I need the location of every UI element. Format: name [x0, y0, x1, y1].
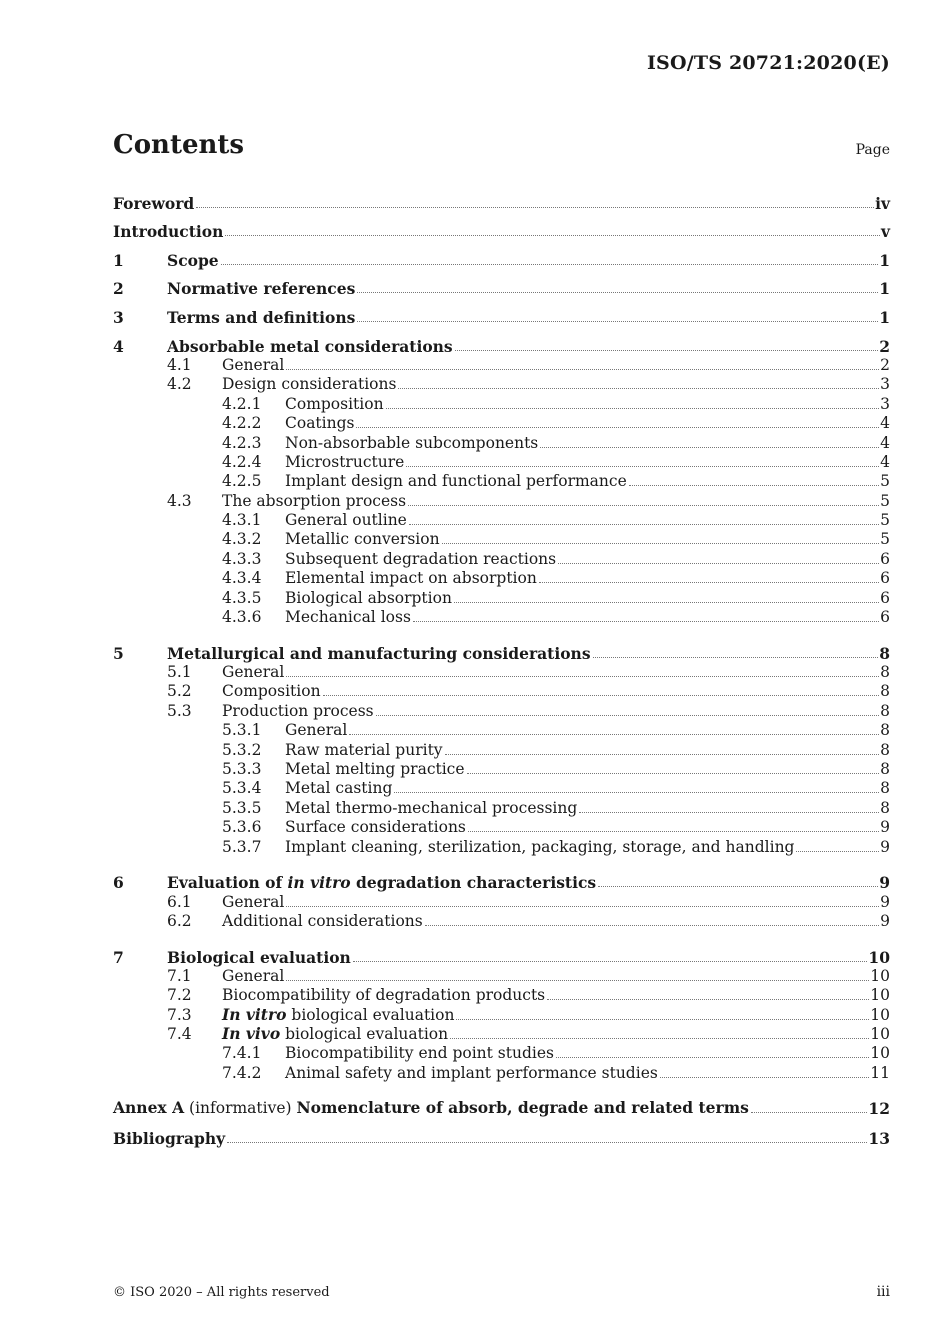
toc-entry-title-part: Nomenclature of absorb, degrade and related terms: [296, 1098, 749, 1118]
toc-entry-title-part: Non-absorbable subcomponents: [285, 433, 539, 452]
dot-leader: [286, 675, 879, 677]
dot-leader: [323, 694, 880, 696]
toc-entry-title: [222, 375, 398, 394]
toc-entry-title-part: Bibliography: [113, 1129, 226, 1149]
dot-leader: [442, 542, 880, 544]
toc-entry[interactable]: [113, 569, 890, 588]
toc-entry-page: 12: [868, 1099, 890, 1119]
toc-entry-title: [222, 912, 425, 931]
toc-entry-title: [113, 1098, 751, 1118]
toc-entry-number: 7.1: [167, 966, 192, 985]
toc-entry-title-part: Foreword: [113, 193, 195, 213]
toc-entry-title-part: Introduction: [113, 222, 224, 242]
toc-entry-page: 8: [880, 663, 890, 682]
toc-entry-page: 8: [880, 721, 890, 740]
toc-entry-title: [113, 194, 196, 213]
toc-entry-title-part: Metal melting practice: [285, 759, 465, 778]
toc-entry-title-part: Annex A: [113, 1098, 185, 1118]
toc-entry-number: 6.1: [167, 892, 192, 911]
toc-entry-page: 9: [880, 892, 890, 911]
toc-entry-title-part: In vitro: [222, 1004, 287, 1024]
toc-entry-page: 6: [880, 588, 890, 607]
toc-entry-page: 5: [880, 530, 890, 549]
toc-entry-number: 4.3: [167, 491, 192, 510]
toc-entry-title-part: General: [222, 966, 285, 985]
toc-entry[interactable]: [113, 1119, 890, 1148]
toc-entry-page: 9: [880, 911, 890, 930]
dot-leader: [394, 791, 879, 793]
toc-entry-page: 10: [870, 966, 890, 985]
toc-entry-title-part: Evaluation of: [167, 873, 288, 893]
toc-entry-number: 5: [113, 643, 124, 663]
toc-entry-number: 1: [113, 250, 124, 270]
toc-entry[interactable]: [113, 433, 890, 452]
toc-entry-title-part: biological evaluation: [286, 1005, 455, 1024]
toc-entry-page: 9: [880, 818, 890, 837]
toc-entry-number: 4.2.4: [222, 452, 262, 471]
toc-entry-title-part: Coatings: [285, 414, 355, 433]
dot-leader: [353, 960, 868, 962]
toc-entry-title-part: Additional considerations: [222, 911, 423, 930]
dot-leader: [196, 206, 874, 208]
dot-leader: [540, 446, 879, 448]
toc-entry-title: [167, 873, 598, 892]
toc-entry-number: 4.3.4: [222, 569, 262, 588]
toc-entry-page: 8: [880, 759, 890, 778]
toc-entry-number: 6: [113, 873, 124, 893]
toc-entry[interactable]: [113, 453, 890, 472]
dot-leader: [556, 1056, 869, 1058]
toc-entry-page: 10: [870, 986, 890, 1005]
dot-leader: [406, 465, 879, 467]
toc-entry-title: [167, 308, 357, 327]
toc-entry[interactable]: [113, 837, 890, 856]
toc-entry[interactable]: [113, 327, 890, 356]
toc-entry-number: 4.1: [167, 355, 192, 374]
toc-entry-title: [285, 1064, 660, 1083]
table-of-contents: [113, 184, 890, 1148]
dot-leader: [450, 1037, 869, 1039]
toc-entry-page: 11: [870, 1063, 890, 1082]
toc-entry-number: 7.4.2: [222, 1063, 262, 1082]
toc-entry-title-part: Biological absorption: [285, 588, 452, 607]
toc-entry-page: 4: [880, 414, 890, 433]
toc-entry[interactable]: [113, 1063, 890, 1082]
dot-leader: [386, 407, 880, 409]
toc-entry-title-part: Implant cleaning, sterilization, packaging, storage, and handling: [285, 837, 795, 856]
dot-leader: [456, 1018, 869, 1020]
toc-entry[interactable]: [113, 414, 890, 433]
toc-entry-title: [285, 608, 413, 627]
dot-leader: [454, 601, 879, 603]
toc-entry-title-part: biological evaluation: [280, 1025, 449, 1044]
toc-entry[interactable]: [113, 213, 890, 242]
toc-entry-title: [222, 1024, 450, 1044]
toc-entry[interactable]: [113, 608, 890, 627]
dot-leader: [660, 1076, 869, 1078]
toc-entry[interactable]: [113, 511, 890, 530]
toc-entry-title-part: Normative references: [167, 279, 356, 299]
toc-entry[interactable]: [113, 967, 890, 986]
dot-leader: [409, 523, 879, 525]
toc-entry-number: 4.3.3: [222, 549, 262, 568]
toc-entry-page: 4: [880, 433, 890, 452]
toc-entry-title: [167, 644, 593, 663]
toc-entry-page: iv: [875, 193, 890, 213]
dot-leader: [468, 830, 879, 832]
toc-entry-number: 5.1: [167, 663, 192, 682]
dot-leader: [579, 811, 879, 813]
contents-heading: Contents: [113, 130, 245, 160]
toc-entry-number: 4.3.5: [222, 588, 262, 607]
toc-entry-page: 6: [880, 608, 890, 627]
dot-leader: [598, 885, 878, 887]
toc-entry[interactable]: [113, 1005, 890, 1024]
toc-entry-number: 7.4.1: [222, 1044, 262, 1063]
toc-entry[interactable]: [113, 184, 890, 213]
toc-entry-page: 9: [880, 837, 890, 856]
toc-entry-title: [285, 741, 445, 760]
toc-entry-number: 4.2.2: [222, 414, 262, 433]
toc-entry-title-part: Microstructure: [285, 452, 405, 471]
toc-entry-page: 10: [870, 1044, 890, 1063]
toc-entry-title-part: Composition: [222, 682, 321, 701]
dot-leader: [225, 234, 880, 236]
toc-entry-title-part: in vitro: [287, 873, 351, 893]
toc-entry-number: 7.4: [167, 1025, 192, 1044]
toc-entry-page: v: [880, 222, 890, 242]
toc-entry[interactable]: [113, 721, 890, 740]
toc-entry-title-part: Production process: [222, 701, 374, 720]
dot-leader: [286, 905, 879, 907]
toc-entry-title-part: Design considerations: [222, 375, 397, 394]
toc-entry-page: 8: [880, 740, 890, 759]
dot-leader: [376, 714, 880, 716]
toc-entry-page: 8: [880, 701, 890, 720]
toc-entry-title: [285, 721, 349, 740]
toc-entry-title: [222, 1005, 456, 1025]
toc-entry-title: [113, 222, 225, 241]
toc-entry-number: 7: [113, 947, 124, 967]
toc-entry-page: 8: [879, 643, 890, 663]
toc-entry-title: [285, 569, 539, 588]
toc-entry-number: 5.3.7: [222, 837, 262, 856]
toc-entry[interactable]: [113, 375, 890, 394]
toc-entry[interactable]: [113, 701, 890, 720]
toc-entry-title: [285, 511, 409, 530]
dot-leader: [356, 426, 879, 428]
toc-entry-title-part: Elemental impact on absorption: [285, 569, 537, 588]
page-number: iii: [876, 1284, 890, 1300]
toc-entry-number: 5.3.5: [222, 798, 262, 817]
toc-entry-page: 1: [879, 250, 890, 270]
toc-entry[interactable]: [113, 818, 890, 837]
toc-entry[interactable]: [113, 1044, 890, 1063]
toc-entry-title: [113, 1129, 227, 1148]
toc-entry-number: 5.3.6: [222, 818, 262, 837]
toc-entry-title-part: In vivo: [222, 1024, 281, 1044]
toc-entry-number: 4.2: [167, 375, 192, 394]
toc-entry-title-part: Metallic conversion: [285, 530, 440, 549]
toc-entry-title-part: Metal thermo-mechanical processing: [285, 798, 578, 817]
toc-entry-title-part: Terms and definitions: [167, 307, 356, 327]
toc-entry-title-part: Implant design and functional performance: [285, 472, 627, 491]
toc-entry-page: 10: [870, 1025, 890, 1044]
toc-entry-number: 2: [113, 279, 124, 299]
toc-entry-page: 5: [880, 491, 890, 510]
toc-entry-number: 7.2: [167, 986, 192, 1005]
dot-leader: [357, 291, 878, 293]
toc-entry-title-part: Raw material purity: [285, 740, 443, 759]
dot-leader: [558, 562, 879, 564]
dot-leader: [539, 581, 879, 583]
toc-entry-page: 1: [879, 307, 890, 327]
toc-entry-title: [167, 251, 221, 270]
toc-entry-title-part: Biological evaluation: [167, 947, 351, 967]
dot-leader: [286, 979, 869, 981]
toc-entry-number: 4.2.5: [222, 472, 262, 491]
toc-entry[interactable]: [113, 298, 890, 327]
toc-entry-title: [285, 472, 629, 491]
toc-entry[interactable]: [113, 491, 890, 510]
toc-entry-title-part: Scope: [167, 250, 219, 270]
toc-entry-number: 4.3.1: [222, 511, 262, 530]
toc-entry-number: 4.2.1: [222, 394, 262, 413]
toc-entry-title: [285, 550, 558, 569]
dot-leader: [221, 263, 879, 265]
toc-entry-title: [222, 663, 286, 682]
toc-entry-number: 5.3.1: [222, 721, 262, 740]
toc-entry-title: [285, 414, 356, 433]
toc-entry-number: 5.3.4: [222, 779, 262, 798]
toc-entry[interactable]: [113, 634, 890, 663]
toc-entry-title: [222, 967, 286, 986]
toc-entry-title-part: Animal safety and implant performance studies: [285, 1063, 658, 1082]
toc-entry-number: 5.3.2: [222, 740, 262, 759]
toc-entry-title: [285, 530, 442, 549]
toc-entry-page: 1: [879, 279, 890, 299]
toc-entry-number: 3: [113, 307, 124, 327]
toc-entry[interactable]: [113, 864, 890, 893]
toc-entry-page: 6: [880, 549, 890, 568]
toc-entry-title: [285, 760, 467, 779]
toc-entry-page: 6: [880, 569, 890, 588]
toc-entry-page: 2: [879, 336, 890, 356]
toc-entry[interactable]: [113, 892, 890, 911]
toc-entry-page: 5: [880, 472, 890, 491]
toc-entry-page: 3: [880, 375, 890, 394]
toc-entry-number: 5.3: [167, 701, 192, 720]
toc-entry[interactable]: [113, 682, 890, 701]
dot-leader: [349, 733, 879, 735]
toc-entry-title-part: degradation characteristics: [350, 873, 597, 893]
toc-entry-title-part: General outline: [285, 511, 407, 530]
toc-entry[interactable]: [113, 588, 890, 607]
toc-entry-title-part: Subsequent degradation reactions: [285, 549, 557, 568]
toc-entry-title: [222, 893, 286, 912]
toc-entry-title-part: Metal casting: [285, 779, 393, 798]
toc-entry[interactable]: [113, 798, 890, 817]
toc-entry-title-part: (informative): [184, 1099, 297, 1118]
toc-entry-title: [167, 279, 357, 298]
toc-entry-title: [285, 779, 394, 798]
toc-entry-title-part: General: [222, 663, 285, 682]
dot-leader: [796, 850, 879, 852]
toc-entry[interactable]: [113, 549, 890, 568]
dot-leader: [413, 620, 879, 622]
toc-entry-title: [285, 589, 454, 608]
dot-leader: [408, 504, 879, 506]
toc-entry[interactable]: [113, 663, 890, 682]
toc-entry-page: 8: [880, 682, 890, 701]
toc-entry-title-part: Biocompatibility of degradation products: [222, 986, 546, 1005]
toc-entry-title-part: General: [222, 892, 285, 911]
toc-entry[interactable]: [113, 241, 890, 270]
toc-entry-title: [285, 434, 540, 453]
copyright-notice: © ISO 2020 – All rights reserved: [113, 1285, 330, 1300]
toc-entry-title: [222, 356, 286, 375]
toc-entry-number: 6.2: [167, 911, 192, 930]
toc-entry-number: 5.3.3: [222, 759, 262, 778]
page-column-label: Page: [855, 142, 890, 158]
toc-entry-title-part: Mechanical loss: [285, 608, 411, 627]
toc-entry[interactable]: [113, 530, 890, 549]
toc-entry[interactable]: [113, 986, 890, 1005]
toc-entry-title-part: General: [285, 721, 348, 740]
toc-entry-title-part: Surface considerations: [285, 818, 466, 837]
toc-entry-title: [285, 799, 579, 818]
toc-entry-page: 2: [880, 355, 890, 374]
toc-entry-number: 4.3.6: [222, 608, 262, 627]
dot-leader: [227, 1141, 867, 1143]
toc-entry-title: [285, 453, 406, 472]
toc-entry-title-part: Biocompatibility end point studies: [285, 1044, 554, 1063]
toc-entry-number: 4.3.2: [222, 530, 262, 549]
toc-entry-title: [285, 1044, 556, 1063]
dot-leader: [286, 368, 879, 370]
dot-leader: [425, 924, 879, 926]
toc-entry-number: 4.2.3: [222, 433, 262, 452]
toc-entry-page: 10: [868, 947, 890, 967]
toc-entry-title: [222, 702, 376, 721]
toc-entry[interactable]: [113, 912, 890, 931]
toc-entry[interactable]: [113, 1025, 890, 1044]
toc-entry-title: [167, 948, 353, 967]
toc-entry[interactable]: [113, 1090, 890, 1119]
dot-leader: [445, 753, 880, 755]
toc-entry[interactable]: [113, 472, 890, 491]
toc-entry-page: 4: [880, 452, 890, 471]
document-id: ISO/TS 20721:2020(E): [646, 52, 890, 74]
toc-entry[interactable]: [113, 270, 890, 299]
toc-entry-page: 3: [880, 394, 890, 413]
toc-entry-page: 13: [868, 1129, 890, 1149]
dot-leader: [547, 998, 869, 1000]
toc-entry[interactable]: [113, 760, 890, 779]
toc-entry[interactable]: [113, 740, 890, 759]
dot-leader: [455, 349, 879, 351]
toc-entry-title: [222, 492, 408, 511]
toc-entry-page: 8: [880, 798, 890, 817]
toc-entry-title-part: Composition: [285, 394, 384, 413]
toc-entry[interactable]: [113, 356, 890, 375]
dot-leader: [357, 320, 878, 322]
toc-entry-title-part: General: [222, 355, 285, 374]
toc-entry-page: 10: [870, 1005, 890, 1024]
dot-leader: [593, 656, 879, 658]
toc-entry[interactable]: [113, 779, 890, 798]
dot-leader: [467, 772, 880, 774]
dot-leader: [629, 484, 879, 486]
toc-entry-title-part: The absorption process: [222, 491, 407, 510]
toc-entry-number: 5.2: [167, 682, 192, 701]
dot-leader: [398, 387, 879, 389]
toc-entry-title-part: Metallurgical and manufacturing considerations: [167, 643, 591, 663]
dot-leader: [751, 1111, 868, 1113]
toc-entry-page: 8: [880, 779, 890, 798]
toc-entry-title: [285, 818, 468, 837]
toc-entry-title: [222, 682, 323, 701]
toc-entry[interactable]: [113, 938, 890, 967]
toc-entry-page: 9: [879, 873, 890, 893]
toc-entry-title: [167, 337, 455, 356]
toc-entry-title: [285, 838, 796, 857]
toc-entry-title: [285, 395, 386, 414]
toc-entry-number: 7.3: [167, 1005, 192, 1024]
toc-entry-title-part: Absorbable metal considerations: [167, 336, 453, 356]
toc-entry-number: 4: [113, 336, 124, 356]
toc-entry-title: [222, 986, 547, 1005]
toc-entry-page: 5: [880, 511, 890, 530]
toc-entry[interactable]: [113, 394, 890, 413]
